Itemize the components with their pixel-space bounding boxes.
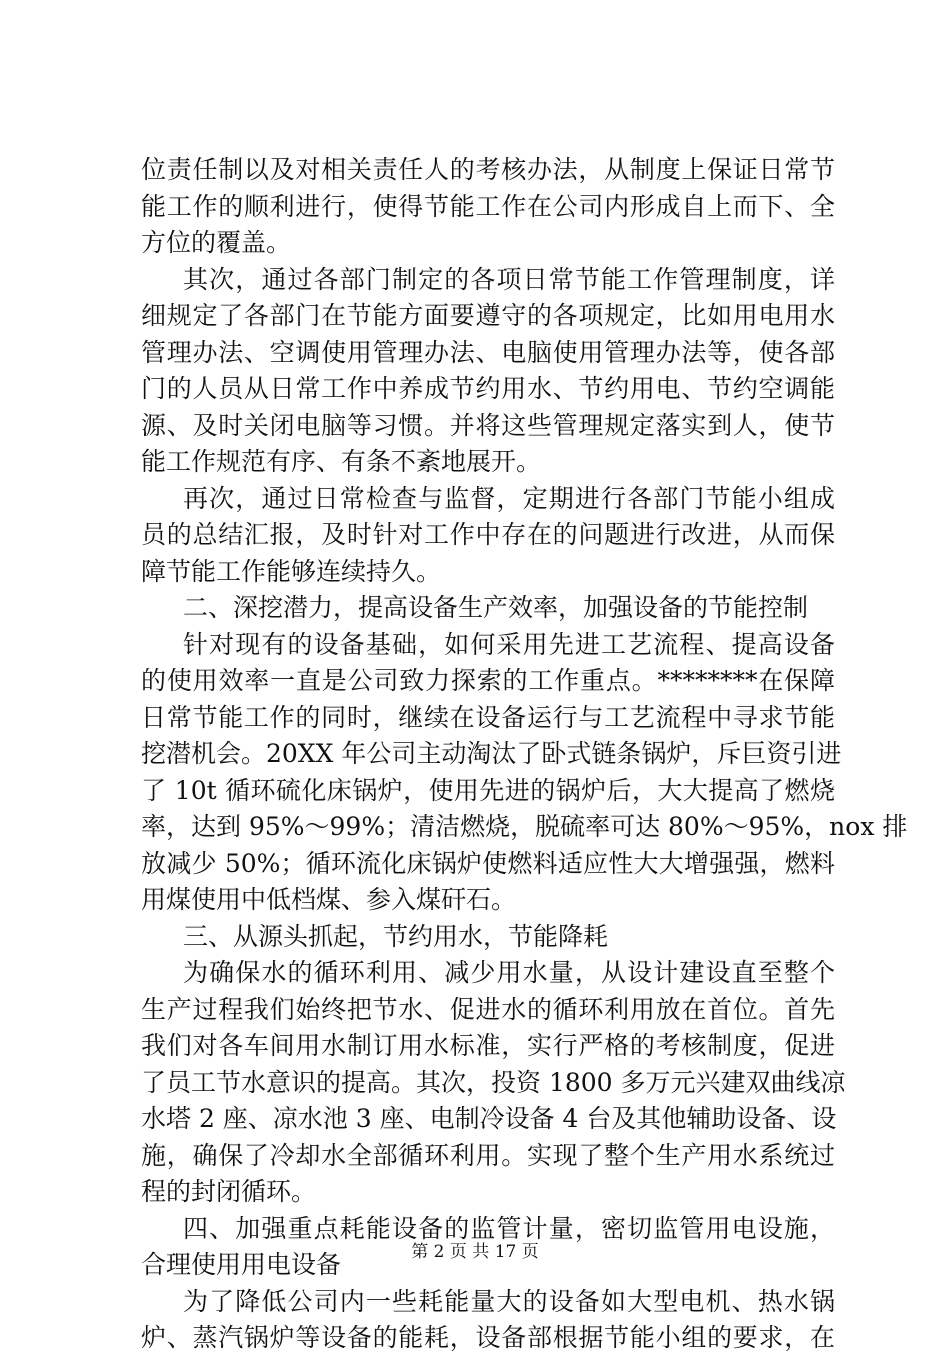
text-line: 率，达到 95%～99%；清洁燃烧，脱硫率可达 80%～95%，nox 排 bbox=[141, 812, 908, 841]
text-line: 挖潜机会。20XX 年公司主动淘汰了卧式链条锅炉，斥巨资引进 bbox=[141, 739, 842, 768]
text-line: 管理办法、空调使用管理办法、电脑使用管理办法等，使各部 bbox=[141, 337, 835, 367]
document-body bbox=[141, 152, 908, 1357]
text-line: 了 10t 循环硫化床锅炉，使用先进的锅炉后，大大提高了燃烧 bbox=[141, 775, 835, 805]
text-line: 放减少 50%；循环流化床锅炉使燃料适应性大大增强强，燃料 bbox=[141, 848, 835, 878]
page-footer: 第 2 页 共 17 页 bbox=[411, 1242, 539, 1262]
text-line: 其次，通过各部门制定的各项日常节能工作管理制度，详 bbox=[183, 264, 835, 294]
text-line: 我们对各车间用水制订用水标准，实行严格的考核制度，促进 bbox=[141, 1031, 835, 1060]
text-line: 能工作的顺利进行，使得节能工作在公司内形成自上而下、全 bbox=[141, 191, 835, 221]
text-line: 二、深挖潜力，提高设备生产效率，加强设备的节能控制 bbox=[183, 593, 809, 622]
text-line: 针对现有的设备基础，如何采用先进工艺流程、提高设备 bbox=[183, 629, 835, 659]
text-line: 门的人员从日常工作中养成节约用水、节约用电、节约空调能 bbox=[141, 374, 835, 403]
text-line: 施，确保了冷却水全部循环利用。实现了整个生产用水系统过 bbox=[141, 1140, 835, 1170]
text-line: 用煤使用中低档煤、参入煤矸石。 bbox=[141, 885, 517, 914]
text-line: 员的总结汇报，及时针对工作中存在的问题进行改进，从而保 bbox=[141, 520, 835, 549]
text-line: 位责任制以及对相关责任人的考核办法，从制度上保证日常节 bbox=[141, 155, 835, 184]
text-line: 再次，通过日常检查与监督，定期进行各部门节能小组成 bbox=[183, 483, 835, 513]
text-line: 障节能工作能够连续持久。 bbox=[141, 556, 442, 586]
text-line: 为确保水的循环利用、减少用水量，从设计建设直至整个 bbox=[183, 958, 835, 987]
text-line: 水塔 2 座、凉水池 3 座、电制冷设备 4 台及其他辅助设备、设 bbox=[141, 1104, 837, 1133]
text-line: 为了降低公司内一些耗能量大的设备如大型电机、热水锅 bbox=[183, 1286, 835, 1316]
text-line: 炉、蒸汽锅炉等设备的能耗，设备部根据节能小组的要求，在 bbox=[141, 1323, 835, 1352]
text-line: 生产过程我们始终把节水、促进水的循环利用放在首位。首先 bbox=[141, 994, 835, 1024]
text-line: 合理使用用电设备 bbox=[141, 1250, 342, 1279]
text-line: 能工作规范有序、有条不紊地展开。 bbox=[141, 447, 542, 476]
text-line: 方位的覆盖。 bbox=[141, 228, 292, 257]
text-line: 的使用效率一直是公司致力探索的工作重点。********在保障 bbox=[141, 666, 835, 695]
text-line: 细规定了各部门在节能方面要遵守的各项规定，比如用电用水 bbox=[141, 301, 835, 330]
text-line: 日常节能工作的同时，继续在设备运行与工艺流程中寻求节能 bbox=[141, 702, 835, 732]
text-line: 四、加强重点耗能设备的监管计量，密切监管用电设施， bbox=[183, 1213, 835, 1243]
text-line: 三、从源头抓起，节约用水，节能降耗 bbox=[183, 921, 609, 951]
text-line: 程的封闭循环。 bbox=[141, 1177, 317, 1206]
text-line: 源、及时关闭电脑等习惯。并将这些管理规定落实到人，使节 bbox=[141, 410, 835, 440]
text-line: 了员工节水意识的提高。其次，投资 1800 多万元兴建双曲线凉 bbox=[141, 1067, 846, 1097]
